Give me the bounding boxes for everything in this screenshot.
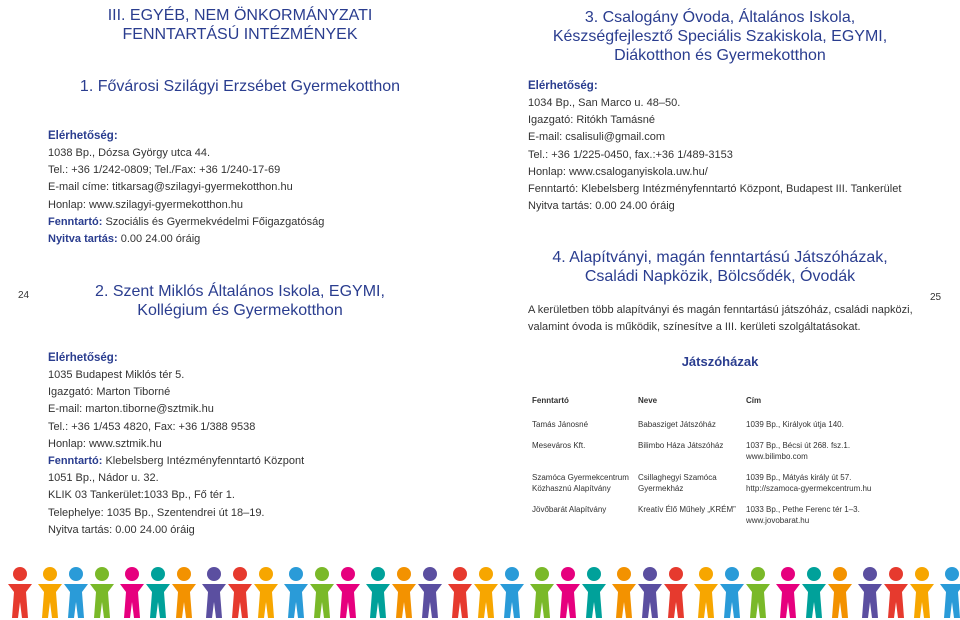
figure-icon xyxy=(38,567,62,618)
figure-icon xyxy=(500,567,524,618)
item2-email: E-mail: marton.tiborne@sztmik.hu xyxy=(48,403,214,416)
item3-email: E-mail: csalisuli@gmail.com xyxy=(528,131,666,144)
item3-address: 1034 Bp., San Marco u. 48–50. xyxy=(528,97,681,109)
figure-icon xyxy=(802,567,826,618)
section-iii-heading: III. EGYÉB, NEM ÖNKORMÁNYZATI FENNTARTÁSÚ INTÉZMÉNYEK xyxy=(107,7,373,43)
page-number-right: 25 xyxy=(930,292,942,303)
figure-icon xyxy=(172,567,196,618)
figure-icon xyxy=(940,567,960,618)
figure-icon xyxy=(310,567,334,618)
figure-icon xyxy=(202,567,226,618)
page-number-left: 24 xyxy=(18,290,30,301)
figure-icon xyxy=(582,567,606,618)
figure-icon xyxy=(884,567,908,618)
table-row xyxy=(532,504,886,536)
figure-icon xyxy=(776,567,800,618)
table-row xyxy=(532,419,886,440)
item2-maintainer-address: 1051 Bp., Nádor u. 32. xyxy=(48,472,159,485)
figure-icon xyxy=(694,567,718,618)
figure-icon xyxy=(858,567,882,618)
figure-icon xyxy=(746,567,770,618)
table-cell: 1039 Bp., Királyok útja 140. xyxy=(746,420,844,429)
item2-hours: Nyitva tartás: 0.00 24.00 óráig xyxy=(48,523,195,536)
table-cell: Kreatív Élő Műhely „KRÉM” xyxy=(638,505,736,514)
table-cell: 1033 Bp., Pethe Ferenc tér 1–3. www.jovobarat.hu xyxy=(746,505,860,525)
figure-icon xyxy=(336,567,360,618)
figure-icon xyxy=(530,567,554,618)
item1-email: E-mail címe: titkarsag@szilagyi-gyermekotthon.hu xyxy=(48,181,293,194)
figure-icon xyxy=(720,567,744,618)
item3-contact-label: Elérhetőség: xyxy=(528,80,598,92)
item2-site: Telephelye: 1035 Bp., Szentendrei út 18–19. xyxy=(48,506,265,519)
item2-maintainer: Fenntartó: Klebelsberg Intézményfenntartó Központ xyxy=(48,455,305,468)
item1-hours: Nyitva tartás: 0.00 24.00 óráig xyxy=(48,233,201,246)
item4-text: A kerületben több alapítványi és magán fenntartású játszóház, családi napközi, valamint óvoda is működik, színesítve a III. kerületi szolgáltatásokat. xyxy=(528,304,913,334)
table-cell: Csillaghegyi Szamóca Gyermekház xyxy=(638,473,717,493)
item2-klik: KLIK 03 Tankerület:1033 Bp., Fő tér 1. xyxy=(48,489,235,502)
table-cell: 1039 Bp., Mátyás király út 57. http://szamoca-gyermekcentrum.hu xyxy=(746,473,872,493)
table-cell: Babasziget Játszóház xyxy=(638,420,716,429)
item2-contact-label: Elérhetőség: xyxy=(48,352,118,364)
item2-director: Igazgató: Marton Tiborné xyxy=(48,386,171,399)
table-cell: Jövőbarát Alapítvány xyxy=(532,505,607,514)
figure-icon xyxy=(448,567,472,618)
item2-contact xyxy=(48,352,304,539)
figure-icon xyxy=(828,567,852,618)
item1-title: 1. Fővárosi Szilágyi Erzsébet Gyermekotthon xyxy=(79,78,401,95)
jatszohazak-table-wrap xyxy=(532,396,886,536)
col-header-neve: Neve xyxy=(638,396,658,405)
item3-contact xyxy=(528,80,901,215)
jatszohazak-title: Játszóházak xyxy=(681,354,759,369)
table-row xyxy=(532,440,886,472)
table-cell: 1037 Bp., Bécsi út 268. fsz.1. www.bilimbo.com xyxy=(746,441,851,461)
item1-address: 1038 Bp., Dózsa György utca 44. xyxy=(48,147,211,159)
table-row xyxy=(532,472,886,504)
figure-icon xyxy=(120,567,144,618)
table-cell: Tamás Jánosné xyxy=(532,420,589,429)
table-cell: Szamóca Gyermekcentrum Közhasznú Alapítvány xyxy=(532,473,629,493)
item1-phone: Tel.: +36 1/242-0809; Tel./Fax: +36 1/240-17-69 xyxy=(48,164,281,177)
figure-icon xyxy=(556,567,580,618)
item1-contact-label: Elérhetőség: xyxy=(48,130,118,142)
item2-phone: Tel.: +36 1/453 4820, Fax: +36 1/388 9538 xyxy=(48,420,256,433)
table-cell: Bilimbo Háza Játszóház xyxy=(638,441,724,450)
item1-contact xyxy=(48,130,324,248)
item3-web: Honlap: www.csaloganyiskola.uw.hu/ xyxy=(528,165,708,178)
item3-phone: Tel.: +36 1/225-0450, fax.:+36 1/489-3153 xyxy=(528,148,733,161)
figure-icon xyxy=(8,567,32,618)
item1-web: Honlap: www.szilagyi-gyermekotthon.hu xyxy=(48,198,244,211)
table-cell: Meseváros Kft. xyxy=(532,441,586,450)
figure-icon xyxy=(638,567,662,618)
figure-icon xyxy=(392,567,416,618)
decorative-figures-band xyxy=(0,562,960,620)
item3-maintainer: Fenntartó: Klebelsberg Intézményfenntartó Központ, Budapest III. Tankerület xyxy=(528,183,902,196)
figure-icon xyxy=(612,567,636,618)
figure-icon xyxy=(910,567,934,618)
figure-icon xyxy=(90,567,114,618)
figure-icon xyxy=(474,567,498,618)
item1-maintainer: Fenntartó: Szociális és Gyermekvédelmi Főigazgatóság xyxy=(48,215,325,228)
col-header-cim: Cím xyxy=(746,396,762,405)
item3-director: Igazgató: Ritókh Tamásné xyxy=(528,114,655,127)
col-header-fenntarto: Fenntartó xyxy=(532,396,569,405)
figure-icon xyxy=(228,567,252,618)
figure-icon xyxy=(284,567,308,618)
figure-icon xyxy=(64,567,88,618)
item3-hours: Nyitva tartás: 0.00 24.00 óráig xyxy=(528,200,675,213)
figure-icon xyxy=(418,567,442,618)
item3-title: 3. Csalogány Óvoda, Általános Iskola, Készségfejlesztő Speciális Szakiskola, EGYMI, Diákotthon és Gyermekotthon xyxy=(552,9,888,64)
item2-title: 2. Szent Miklós Általános Iskola, EGYMI, Kollégium és Gyermekotthon xyxy=(95,283,385,319)
table-header-row xyxy=(532,396,886,419)
figure-icon xyxy=(664,567,688,618)
item2-web: Honlap: www.sztmik.hu xyxy=(48,437,162,450)
figure-icon xyxy=(366,567,390,618)
item2-address: 1035 Budapest Miklós tér 5. xyxy=(48,369,185,381)
item4-title: 4. Alapítványi, magán fenntartású Játszóházak, Családi Napközik, Bölcsődék, Óvodák xyxy=(552,249,888,285)
figure-icon xyxy=(254,567,278,618)
jatszohazak-table xyxy=(532,396,886,536)
figure-icon xyxy=(146,567,170,618)
